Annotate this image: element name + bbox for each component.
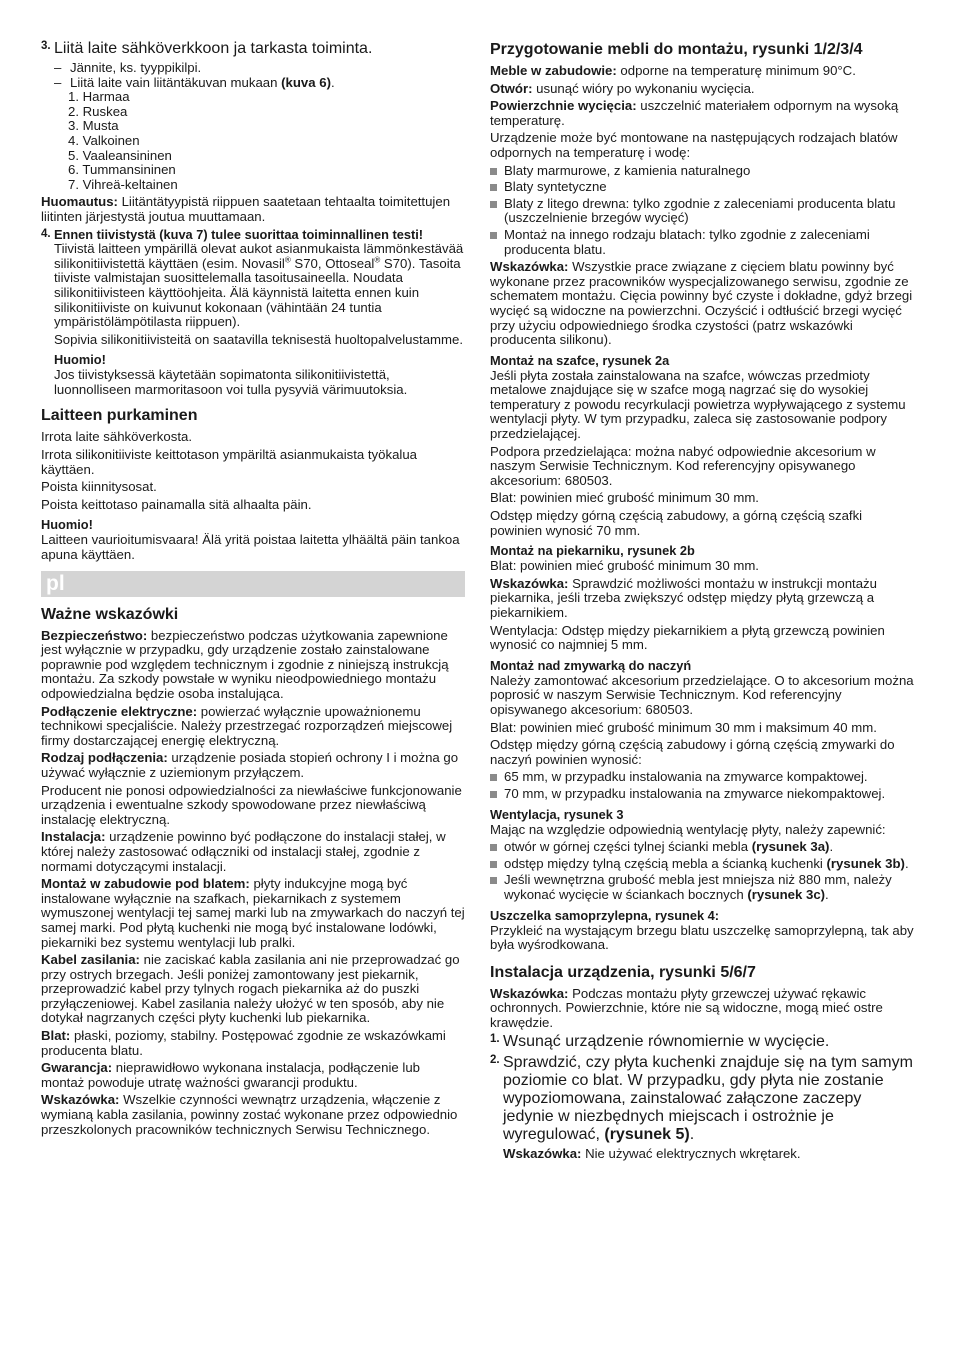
bullet-square-icon <box>490 877 497 884</box>
paragraph: Odstęp między górną częścią zabudowy i górną częścią zmywarki do naczyń powinien wynosić: <box>490 737 895 767</box>
note-paragraph: Wskazówka: Podczas montażu płyty grzewczej używać rękawic ochronnych. Powierzchnie, które nie są widoczne, mogą mieć ostre krawędzie. <box>490 985 883 1030</box>
warning-heading: Huomio! <box>41 517 93 533</box>
step-number: 3. <box>41 40 51 52</box>
guideline-paragraph: Montaż w zabudowie pod blatem: płyty indukcyjne mogą być instalowane wyłącznie na szafkach, piekarnikach z systemem wymuszonej wentylacji tej samej marki lub na zmywarkach do naczyń tej samej marki. Pod płytą kuchenki nie mogą być instalowane lodówki, piekarniki bez systemu wentylacji lub pralki. <box>41 876 465 950</box>
guideline-paragraph: Blat: płaski, poziomy, stabilny. Postępować zgodnie ze wskazówkami producenta blatu. <box>41 1028 446 1058</box>
step-text: Wsunąć urządzenie równomiernie w wycięcie. <box>503 1033 830 1051</box>
section-title-preparation: Przygotowanie mebli do montażu, rysunki 1/2/3/4 <box>490 41 863 58</box>
note-paragraph: Wskazówka: Wszystkie prace związane z cięciem blatu powinny być wykonane przez pracowników wyspecjalizowanego serwisu, zgodnie ze schematem montażu. Cięcia powinny być czyste i dokładne, gdyż brzegi wycięć są widoczne na powierzchni. Oczyścić i odtłuścić brzegi wycięć przy użyciu odpowiedniego środka czystości (patrz wskazówki producenta silikonu). <box>490 259 913 348</box>
list-item <box>490 787 915 802</box>
list-item: odstęp między tylną częścią mebla a ścianką kuchenki (rysunek 3b). <box>490 857 915 872</box>
paragraph: Należy zamontować akcesorium przedzielające. O to akcesorium można poprosić w naszym Serwisie Technicznym. Kod referencyjny opisywanego akcesorium: 680503. <box>490 672 914 717</box>
ventilation-list <box>490 840 915 902</box>
bullet-square-icon <box>490 168 497 175</box>
install-step-2 <box>490 1054 915 1144</box>
guideline-paragraph: Bezpieczeństwo: bezpieczeństwo podczas użytkowania zapewnione jest wyłącznie w przypadku, gdy urządzenie zostało zainstalowane poprawnie pod względem technicznym i zgodnie z niniejszą instrukcją montażu. Za szkody powstałe w wyniku nieodpowiedniego montażu odpowiedzialna będzie osoba instalująca. <box>41 627 449 701</box>
language-bar <box>41 571 465 597</box>
dismantling-step: Irrota silikonitiiviste keittotason ympäriltä asianmukaista työkalua käyttäen. <box>41 447 418 477</box>
worktop-list <box>490 164 915 258</box>
step-3 <box>41 40 465 58</box>
bullet-square-icon <box>490 184 497 191</box>
guideline-paragraph: Producent nie ponosi odpowiedzialności za niewłaściwe funkcjonowanie urządzenia i ewentualne szkody spowodowane przez niewłaściwą instalację elektryczną. <box>41 782 462 827</box>
requirement-paragraph: Otwór: usunąć wióry po wykonaniu wycięcia. <box>490 80 755 96</box>
warning-text: Laitteen vaurioitumisvaara! Älä yritä poistaa laitetta ylhäältä päin tankoa apuna käyttäen. <box>41 532 460 563</box>
dash-text: Jännite, ks. tyyppikilpi. <box>70 60 202 75</box>
worktop-intro: Urządzenie może być montowane na następujących rodzajach blatów odpornych na temperaturę i wodę: <box>490 130 898 160</box>
step-number: 2. <box>490 1054 500 1067</box>
subsection-title: Montaż na szafce, rysunek 2a <box>490 352 670 368</box>
left-column <box>41 40 465 1140</box>
step-number: 4. <box>41 227 51 240</box>
wire-color-item: 4. Valkoinen <box>68 132 140 148</box>
list-item-text: Montaż na innego rodzaju blatach: tylko zgodnie z zaleceniami producenta blatu. <box>504 226 870 257</box>
list-item-text: 70 mm, w przypadku instalowania na zmywarce niekompaktowej. <box>504 785 886 801</box>
bullet-square-icon <box>490 844 497 851</box>
requirement-paragraph: Powierzchnie wycięcia: uszczelnić materiałem odpornym na wysoką temperaturę. <box>490 98 899 128</box>
language-code: pl <box>46 571 65 595</box>
step-title: Ennen tiivistystä (kuva 7) tulee suorittaa toiminnallinen testi! <box>54 226 424 242</box>
paragraph: Podpora przedzielająca: można nabyć odpowiednie akcesorium w naszym Serwisie Technicznym. Kod referencyjny opisywanego akcesorium: 680503. <box>490 443 876 488</box>
list-item-text: Blaty marmurowe, z kamienia naturalnego <box>504 162 751 178</box>
bullet-square-icon <box>490 861 497 868</box>
section-title-important: Ważne wskazówki <box>41 605 179 623</box>
dismantling-step: Poista keittotaso painamalla sitä alhaalta päin. <box>41 496 312 512</box>
note-paragraph: Huomautus: Liitäntätyypistä riippuen saatetaan tehtaalta toimitettujen liitinten järjestystä joutua muuttamaan. <box>41 194 451 224</box>
paragraph: Przykleić na wystającym brzegu blatu uszczelkę samoprzylepną, tak aby była wyśrodkowana. <box>490 922 914 953</box>
sealing-availability: Sopivia silikonitiivisteitä on saatavilla teknisestä huoltopalvelustamme. <box>54 331 464 347</box>
dismantling-step: Poista kiinnitysosat. <box>41 479 157 495</box>
step-text: Liitä laite sähköverkkoon ja tarkasta toiminta. <box>54 40 373 57</box>
paragraph: Wentylacja: Odstęp między piekarnikiem a płytą grzewczą powinien wynosić co najmniej 5 mm. <box>490 622 885 653</box>
wire-color-item: 3. Musta <box>68 118 119 134</box>
subsection-title: Montaż na piekarniku, rysunek 2b <box>490 543 695 559</box>
subsection-title: Wentylacja, rysunek 3 <box>490 806 624 822</box>
list-item <box>490 180 915 195</box>
list-item <box>490 164 915 179</box>
list-item <box>490 228 915 257</box>
section-title-installation: Instalacja urządzenia, rysunki 5/6/7 <box>490 963 756 981</box>
paragraph: Blat: powinien mieć grubość minimum 30 mm i maksimum 40 mm. <box>490 719 877 735</box>
paragraph: Odstęp między górną częścią zabudowy, a górną częścią szafki powinien wynosić 70 mm. <box>490 508 863 538</box>
dismantling-step: Irrota laite sähköverkosta. <box>41 429 192 445</box>
step-number: 1. <box>490 1033 500 1046</box>
guideline-paragraph: Podłączenie elektryczne: powierzać wyłącznie upoważnionemu technikowi specjaliście. Należy przestrzegać rozporządzeń miejscowej firmy dostarczającej energię elektryczną. <box>41 703 453 748</box>
list-item-text: Blaty syntetyczne <box>504 179 607 195</box>
paragraph: Blat: powinien mieć grubość minimum 30 mm. <box>490 490 759 506</box>
step-text: Sprawdzić, czy płyta kuchenki znajduje się na tym samym poziomie co blat. W przypadku, gdy płyta nie zostanie wypoziomowana, zainstalować załączone zaczepy jedynie w niezbędnych miejscach i ostrożnie je wyregulować, (rysunek 5). <box>503 1054 913 1144</box>
right-column <box>490 40 915 1165</box>
wire-color-item: 6. Tummansininen <box>68 162 176 178</box>
list-item-text: 65 mm, w przypadku instalowania na zmywarce kompaktowej. <box>504 769 868 785</box>
list-item <box>490 197 915 226</box>
dash-text: Liitä laite vain liitäntäkuvan mukaan (kuva 6). <box>70 74 335 90</box>
step-4-title <box>41 228 465 243</box>
bullet-square-icon <box>490 232 497 239</box>
note-paragraph: Wskazówka: Nie używać elektrycznych wkrętarek. <box>503 1146 801 1162</box>
list-item: Jeśli wewnętrzna grubość mebla jest mniejsza niż 880 mm, należy wykonać wycięcie w ściankach bocznych (rysunek 3c). <box>490 873 915 902</box>
sealing-paragraph: Tiivistä laitteen ympärillä olevat aukot asianmukaista lämmönkestävää silikonitiivistettä käyttäen (esim. Novasil® S70, Ottoseal® S70). Tasoita tiiviste valmistajan suosittelemalla tasoitusaineella. Noudata silikonitiivisteen käyttöohjeita. Älä käynnistä laitetta ennen kuin silikonitiiviste on kuivunut kokonaan (vähintään 24 tuntia ympäristölämpötilasta riippuen). <box>54 241 464 330</box>
paragraph: Mając na względzie odpowiednią wentylację płyty, należy zapewnić: <box>490 821 886 837</box>
list-item-text: Blaty z litego drewna: tylko zgodnie z zaleceniami producenta blatu (uszczelnienie brzegów wycięć) <box>504 195 896 226</box>
wire-color-item: 7. Vihreä-keltainen <box>68 176 178 192</box>
bullet-square-icon <box>490 791 497 798</box>
dash-item: – Liitä laite vain liitäntäkuvan mukaan (kuva 6). <box>54 74 335 90</box>
section-title-dismantling: Laitteen purkaminen <box>41 407 198 425</box>
bullet-square-icon <box>490 774 497 781</box>
subsection-title: Montaż nad zmywarką do naczyń <box>490 657 692 673</box>
requirement-paragraph: Meble w zabudowie: odporne na temperaturę minimum 90°C. <box>490 63 856 78</box>
paragraph: Blat: powinien mieć grubość minimum 30 mm. <box>490 558 759 574</box>
note-paragraph: Wskazówka: Sprawdzić możliwości montażu w instrukcji montażu piekarnika, jeśli trzeba zwiększyć odstęp między płytą grzewczą a piekarnikiem. <box>490 575 877 620</box>
list-item: otwór w górnej części tylnej ścianki mebla (rysunek 3a). <box>490 840 915 855</box>
dash-item: – Jännite, ks. tyyppikilpi. <box>54 60 202 75</box>
list-item <box>490 770 915 785</box>
guideline-paragraph: Kabel zasilania: nie zaciskać kabla zasilania ani nie przeprowadzać go przy ostrych brzegach. Jeśli poniżej zamontowany jest piekarnik, przeprowadzić kabel przy tylnych rogach piekarnika aż do puszki przyłączeniowej. Kabel zasilania należy ułożyć w ten sposób, aby nie dotykał nagrzanych części płyty kuchenki lub piekarnika. <box>41 952 460 1026</box>
paragraph: Jeśli płyta została zainstalowana na szafce, wówczas przedmioty metalowe znajdujące się w szafce mogą nagrzać się do wysokiej temperatury z powodu recyrkulacji powietrza wypływającego z systemu wentylacji płyty. W tym przypadku, zaleca się zastosowanie podpory przedzielającej. <box>490 367 906 442</box>
install-step-1 <box>490 1033 915 1051</box>
subsection-title: Uszczelka samoprzylepna, rysunek 4: <box>490 907 720 923</box>
distance-list <box>490 770 915 801</box>
guideline-paragraph: Gwarancja: nieprawidłowo wykonana instalacja, podłączenie lub montaż powoduje utratę ważności gwarancji produktu. <box>41 1060 421 1090</box>
warning-text: Jos tiivistyksessä käytetään sopimatonta silikonitiivistettä, luonnolliseen marmoritasoon voi tulla pysyviä värimuutoksia. <box>54 367 408 397</box>
wire-color-list <box>68 90 465 192</box>
guideline-paragraph: Instalacja: urządzenie powinno być podłączone do instalacji stałej, w której należy zastosować odłączniki od instalacji stałej, zgodnie z normami dotyczącymi instalacji. <box>41 829 446 874</box>
wire-color-item: 1. Harmaa <box>68 89 130 105</box>
warning-heading: Huomio! <box>54 352 106 368</box>
bullet-square-icon <box>490 201 497 208</box>
wire-color-item: 5. Vaaleansininen <box>68 147 172 163</box>
wire-color-item: 2. Ruskea <box>68 103 128 119</box>
guideline-paragraph: Rodzaj podłączenia: urządzenie posiada stopień ochrony I i można go używać wyłącznie z uziemionym przyłączem. <box>41 750 459 780</box>
guideline-paragraph: Wskazówka: Wszelkie czynności wewnątrz urządzenia, włączenie z wymianą kabla zasilania, powinny zostać wykonane przez odpowiednio przeszkolonych pracowników technicznych Serwisu Technicznego. <box>41 1092 458 1137</box>
